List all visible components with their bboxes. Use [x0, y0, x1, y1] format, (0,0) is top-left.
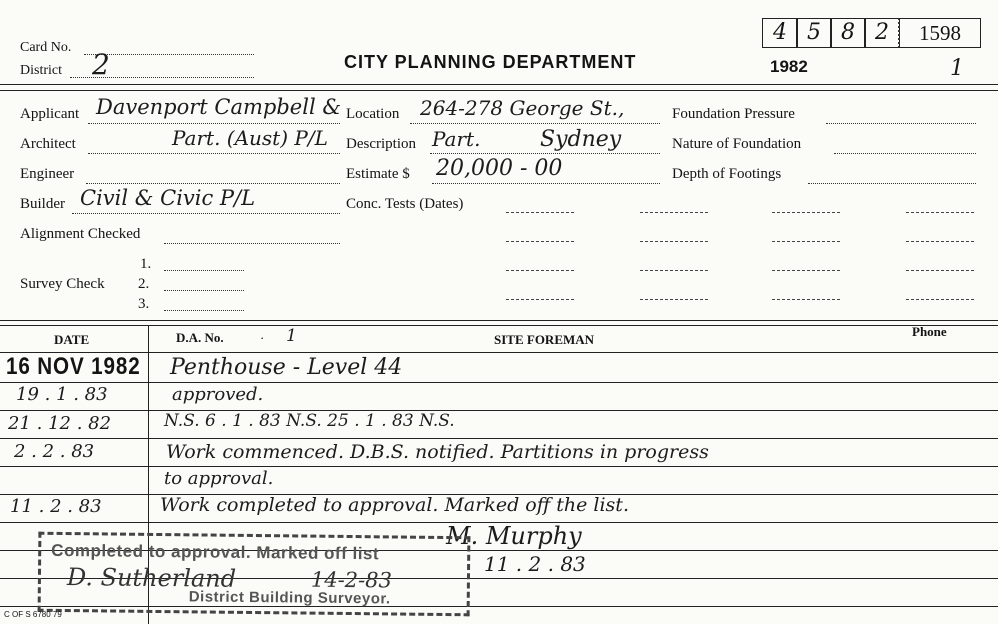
- depth-of-footings-label: Depth of Footings: [672, 166, 782, 182]
- survey-number-1: 1.: [140, 256, 152, 272]
- district-label: District: [20, 63, 62, 78]
- test-line: [772, 270, 840, 271]
- test-line: [640, 212, 708, 213]
- test-line: [772, 241, 840, 242]
- log-row-rule: [0, 466, 998, 467]
- district-value: 2: [92, 48, 110, 81]
- applicant-value: Davenport Campbell &: [96, 95, 342, 119]
- log-date-1: 16 NOV 1982: [6, 353, 141, 380]
- number-box-1: 4: [762, 18, 798, 48]
- log-row-rule: [0, 382, 998, 383]
- description-value: Part.: [432, 127, 481, 151]
- location-label: Location: [346, 106, 400, 122]
- alignment-line: [164, 243, 340, 244]
- log-entry-4: Work commenced. D.B.S. notified. Partitions in progress: [166, 441, 709, 463]
- survey-number-3: 3.: [138, 296, 150, 312]
- architect-value: Part. (Aust) P/L: [172, 126, 328, 150]
- engineer-line: [86, 183, 340, 184]
- nature-of-foundation-line: [834, 153, 976, 154]
- card-no-label: Card No.: [20, 40, 72, 55]
- nature-of-foundation-label: Nature of Foundation: [672, 136, 802, 152]
- log-entry-6: Work completed to approval. Marked off the list.: [160, 494, 629, 516]
- stamp-signature: D. Sutherland: [66, 563, 237, 593]
- header-rule-top: [0, 84, 998, 85]
- location-line: [410, 123, 660, 124]
- log-row-rule: [0, 438, 998, 439]
- log-header-rule: [0, 352, 998, 353]
- survey-line-3: [164, 310, 244, 311]
- department-title: CITY PLANNING DEPARTMENT: [344, 52, 637, 72]
- site-foreman-header: SITE FOREMAN: [494, 332, 595, 347]
- survey-label: Survey Check: [20, 276, 105, 292]
- estimate-label: Estimate $: [346, 166, 410, 182]
- log-entry-2: approved.: [172, 384, 264, 405]
- builder-line: [72, 213, 340, 214]
- header-rule-bottom: [0, 90, 998, 91]
- number-box-4: 2: [864, 18, 900, 48]
- alignment-label: Alignment Checked: [20, 226, 141, 242]
- log-date-2: 19 . 1 . 83: [16, 384, 108, 405]
- description-line: [430, 153, 660, 154]
- estimate-value: 20,000 - 00: [436, 156, 563, 181]
- survey-number-2: 2.: [138, 276, 150, 292]
- description-label: Description: [346, 136, 416, 152]
- da-value: 1: [286, 326, 297, 346]
- log-row-rule: [0, 410, 998, 411]
- applicant-line: [88, 123, 340, 124]
- approval-stamp: [38, 532, 471, 617]
- test-line: [506, 299, 574, 300]
- sheet-mark: 1: [950, 56, 964, 81]
- test-line: [506, 241, 574, 242]
- signoff-signature: M. Murphy: [446, 522, 582, 550]
- form-code: C OF S 6780 79: [4, 610, 62, 619]
- builder-value: Civil & Civic P/L: [80, 186, 256, 210]
- number-box-2: 5: [796, 18, 832, 48]
- log-date-4: 2 . 2 . 83: [14, 441, 95, 462]
- test-line: [640, 270, 708, 271]
- estimate-line: [432, 183, 660, 184]
- da-column-header: D.A. No.: [176, 330, 224, 345]
- number-stamp: 1598: [898, 18, 981, 48]
- log-date-6: 11 . 2 . 83: [10, 496, 102, 517]
- foundation-pressure-line: [826, 123, 976, 124]
- log-entry-5: to approval.: [164, 468, 274, 489]
- stamp-date: 14-2-83: [310, 567, 393, 593]
- foundation-pressure-label: Foundation Pressure: [672, 106, 795, 122]
- description-value-2: Sydney: [540, 127, 622, 152]
- test-line: [772, 299, 840, 300]
- stamp-line-3: District Building Surveyor.: [188, 588, 391, 608]
- engineer-label: Engineer: [20, 166, 75, 182]
- test-line: [906, 241, 974, 242]
- depth-of-footings-line: [808, 183, 976, 184]
- survey-line-2: [164, 290, 244, 291]
- architect-line: [88, 153, 340, 154]
- log-date-3: 21 . 12 . 82: [8, 413, 112, 434]
- phone-header: Phone: [912, 324, 947, 339]
- test-line: [906, 212, 974, 213]
- test-line: [506, 212, 574, 213]
- year: 1982: [770, 57, 808, 76]
- test-line: [772, 212, 840, 213]
- test-line: [640, 241, 708, 242]
- date-column-header: DATE: [54, 332, 90, 347]
- log-entry-3: N.S. 6 . 1 . 83 N.S. 25 . 1 . 83 N.S.: [164, 411, 455, 431]
- stamp-line-1: Completed to approval. Marked off list: [51, 540, 380, 564]
- test-line: [906, 299, 974, 300]
- log-rule-top-2: [0, 325, 998, 326]
- applicant-label: Applicant: [20, 106, 80, 122]
- location-value: 264-278 George St.,: [420, 96, 625, 120]
- number-box-3: 8: [830, 18, 866, 48]
- log-entry-1: Penthouse - Level 44: [170, 355, 403, 380]
- building-card: Card No. District 2 CITY PLANNING DEPARTMENT 1982 4 5 8 2 1598 1 Applicant Davenport Campbell & Architect Part. (Aust) P/L Engineer Builder Civil & Civic P/L Alignment Checked Survey Check 1. 2. 3. Location 264-278 George St., Description Part. Sydney Estimate $ 20,000 - 00 Conc. Tests (Dates) Foundation Pressure Nature of Foundation Depth of Footings DATE D.A. No. · 1 SITE FOREMAN Phone 16 NOV 1982 Penthouse - Level 44 19 . 1 . 83 approved. 21 . 12 . 82 N.S. 6 . 1 . 83 N.S. 25 . 1 . 83 N.S. 2 . 2 . 83 Work commenced. D.B.S. notified. Partitions in progress to approval. 11 . 2 . 83 Work completed to approval. Marked off the list. M. Murphy 11 . 2 . 83 Completed to approval. Marked off list D. Sutherland 14-2-83 District Building Surveyor. C OF S 6780 79: [0, 0, 998, 624]
- test-line: [640, 299, 708, 300]
- log-rule-top: [0, 320, 998, 321]
- survey-line-1: [164, 270, 244, 271]
- test-line: [906, 270, 974, 271]
- architect-label: Architect: [20, 136, 76, 152]
- signoff-date: 11 . 2 . 83: [484, 552, 586, 576]
- test-line: [506, 270, 574, 271]
- conc-tests-label: Conc. Tests (Dates): [346, 196, 464, 212]
- builder-label: Builder: [20, 196, 65, 212]
